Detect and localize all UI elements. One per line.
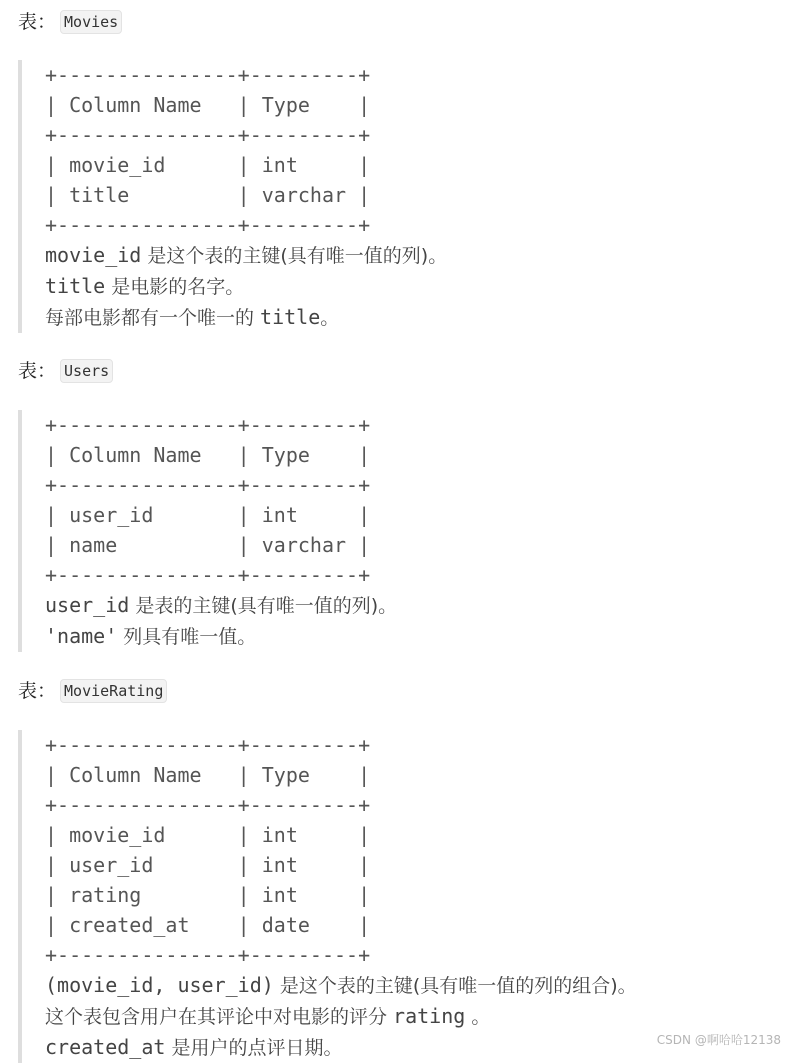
schema-line: +---------------+---------+ bbox=[45, 413, 371, 437]
description-text: 每部电影都有一个唯一的 bbox=[45, 307, 261, 329]
table-name-chip: Movies bbox=[60, 10, 122, 34]
schema-line: | rating | int | bbox=[45, 883, 371, 907]
schema-line: +---------------+---------+ bbox=[45, 943, 371, 967]
schema-block-users bbox=[18, 410, 397, 652]
table-label-prefix: 表： bbox=[18, 11, 57, 33]
inline-code: 'name' bbox=[45, 624, 118, 648]
inline-code: title bbox=[45, 274, 106, 298]
table-label-movies bbox=[18, 8, 122, 36]
inline-code: movie_id bbox=[45, 243, 142, 267]
schema-line: | created_at | date | bbox=[45, 913, 371, 937]
description-line bbox=[45, 1001, 637, 1032]
schema-line: +---------------+---------+ bbox=[45, 63, 371, 87]
schema-line: | title | varchar | bbox=[45, 183, 371, 207]
schema-line: | Column Name | Type | bbox=[45, 763, 371, 787]
table-label-prefix: 表： bbox=[18, 360, 57, 382]
schema-block-movies bbox=[18, 60, 447, 333]
schema-block-movierating bbox=[18, 730, 637, 1063]
table-label-prefix: 表： bbox=[18, 680, 57, 702]
description-text: 是用户的点评日期。 bbox=[165, 1037, 343, 1059]
schema-line: | movie_id | int | bbox=[45, 153, 371, 177]
schema-line: | Column Name | Type | bbox=[45, 443, 371, 467]
watermark: CSDN @啊哈哈12138 bbox=[656, 1033, 781, 1047]
description-text: 是这个表的主键(具有唯一值的列)。 bbox=[141, 245, 448, 267]
description-line bbox=[45, 240, 447, 271]
schema-line: | user_id | int | bbox=[45, 853, 371, 877]
description-text: 是这个表的主键(具有唯一值的列的组合)。 bbox=[273, 975, 637, 997]
schema-line: | name | varchar | bbox=[45, 533, 371, 557]
description-line bbox=[45, 590, 397, 621]
description-text: 。 bbox=[465, 1006, 491, 1028]
inline-code: created_at bbox=[45, 1035, 166, 1059]
description-text: 是表的主键(具有唯一值的列)。 bbox=[129, 595, 398, 617]
table-name-chip: Users bbox=[60, 359, 113, 383]
description-line bbox=[45, 970, 637, 1001]
table-label-users bbox=[18, 357, 113, 385]
description-line bbox=[45, 621, 397, 652]
inline-code: rating bbox=[393, 1004, 466, 1028]
schema-line: +---------------+---------+ bbox=[45, 733, 371, 757]
schema-line: +---------------+---------+ bbox=[45, 563, 371, 587]
description-text: 。 bbox=[320, 307, 340, 329]
description-text: 这个表包含用户在其评论中对电影的评分 bbox=[45, 1006, 394, 1028]
inline-code: title bbox=[260, 305, 321, 329]
description-line bbox=[45, 302, 447, 333]
schema-line: +---------------+---------+ bbox=[45, 473, 371, 497]
inline-code: user_id bbox=[45, 593, 130, 617]
description-text: 列具有唯一值。 bbox=[117, 626, 257, 648]
schema-line: +---------------+---------+ bbox=[45, 123, 371, 147]
schema-line: | Column Name | Type | bbox=[45, 93, 371, 117]
inline-code: (movie_id, user_id) bbox=[45, 973, 274, 997]
schema-ascii-table bbox=[45, 730, 637, 970]
schema-ascii-table bbox=[45, 60, 447, 240]
description-line bbox=[45, 271, 447, 302]
description-line bbox=[45, 1032, 637, 1063]
table-name-chip: MovieRating bbox=[60, 679, 167, 703]
schema-line: | movie_id | int | bbox=[45, 823, 371, 847]
description-text: 是电影的名字。 bbox=[105, 276, 245, 298]
schema-line: +---------------+---------+ bbox=[45, 213, 371, 237]
schema-line: | user_id | int | bbox=[45, 503, 371, 527]
schema-line: +---------------+---------+ bbox=[45, 793, 371, 817]
table-label-movierating bbox=[18, 677, 167, 705]
schema-ascii-table bbox=[45, 410, 397, 590]
